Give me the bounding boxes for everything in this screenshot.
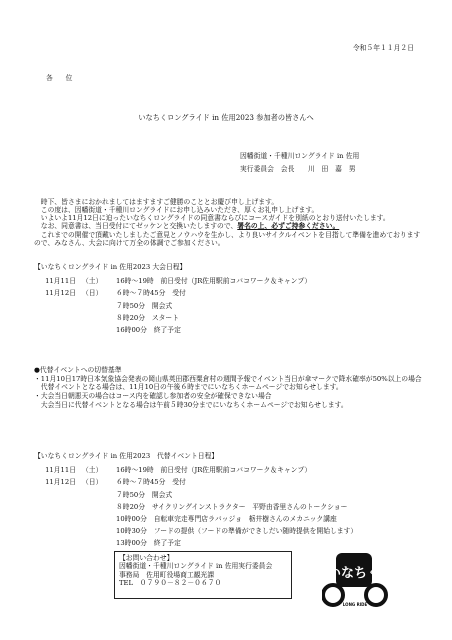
event-schedule [34,263,424,336]
logo-subtext: LONG RIDE [342,602,368,607]
schedule-row [34,464,424,476]
schedule-item: ６時～７時45分 受付 [116,478,186,487]
schedule-item: 16時～19時 前日受付（JR佐用駅前コバコワーク＆キャンプ） [116,277,312,286]
schedule-row [34,324,424,336]
contact-organization: 因幡街道・千種川ロングライド in 佐用実行委員会 [119,562,273,571]
organization-chair: 実行委員会 会長 川 田 嘉 男 [240,165,356,173]
logo-text: いなちく [327,566,381,581]
alternative-schedule [34,452,424,550]
paragraph-enclosure: いよいよ11月12日に迫ったいなちくロングライドの同意書ならびにコースガイドを別紙のとおり送付いたします。 [34,214,390,223]
schedule-date: 11月11日 [45,277,76,286]
paragraph-thanks: この度は、因幡街道・千種川ロングライドにお申し込みいただき、厚くお礼申し上げます。 [34,206,319,215]
contact-phone: TEL ０７９０－８２－０６７０ [119,579,222,588]
letter-body [34,198,424,247]
schedule-row [34,287,424,299]
alt-schedule-header: 【いなちくロングライド in 佐用2023 代替イベント日程】 [34,452,219,460]
criteria-line: 大会当日に代替イベントとなる場合は午前５時30分までにいなちくホームページでお知らせします。 [34,400,348,409]
schedule-header: 【いなちくロングライド in 佐用2023 大会日程】 [34,263,187,271]
schedule-item: 13時00分 終了予定 [116,539,181,548]
schedule-row [34,489,424,501]
document-date: 令和５年１１月２日 [352,44,414,52]
schedule-item: ７時50分 開会式 [116,490,173,499]
consent-emphasis: 署名の上、必ずご持参ください。 [237,222,340,231]
document-title: いなちくロングライド in 佐用2023 参加者の皆さんへ [138,113,314,122]
organization-name: 因幡街道・千種川ロングライド in 佐用 [240,152,360,160]
schedule-item: 10時00分 自転車完走専門店ラバッジョ 栃井樹さんのメカニック講座 [116,514,337,523]
schedule-date: 11月12日 [45,478,76,487]
schedule-item: ７時50分 開会式 [116,301,173,310]
addressee: 各 位 [46,74,76,82]
schedule-item: ６時～７時45分 受付 [116,289,186,298]
schedule-row [34,275,424,287]
schedule-day: （日） [82,289,103,298]
cancellation-criteria [34,366,429,409]
schedule-item: ８時20分 スタート [116,313,180,322]
schedule-row [34,312,424,324]
schedule-item: 16時00分 終了予定 [116,325,181,334]
schedule-row [34,501,424,513]
criteria-line: ・大会当日朝悪天の場合はコース内を確認し参加者の安全が確保できない場合 [34,392,272,401]
schedule-day: （土） [82,466,103,475]
contact-office: 事務局 佐用町役場商工観光課 [119,570,215,579]
contact-box [114,551,292,599]
schedule-row [34,525,424,537]
paragraph-consent [34,222,424,230]
paragraph-closing: これまでの開催で頂戴いたしましたご意見とノウハウを生かし、より良いサイクルイベントを目指して準備を進めておりますので、みなさん、大会に向けて万全の体調でご参加ください。 [34,230,421,247]
schedule-date: 11月11日 [45,466,76,475]
schedule-row [34,476,424,488]
schedule-item: 16時～19時 前日受付（JR佐用駅前コバコワーク＆キャンプ） [116,466,312,475]
schedule-item: 10時30分 フードの提供（フードの準備ができしだい随時提供を開始します） [116,527,358,536]
paragraph-greeting: 時下、皆さまにおかれましてはますますご健勝のこととお慶び申し上げます。 [34,198,279,206]
schedule-row [34,300,424,312]
schedule-day: （日） [82,478,103,487]
schedule-date: 11月12日 [45,289,76,298]
schedule-row [34,513,424,525]
criteria-header: ●代替イベントへの切替基準 [34,366,122,374]
consent-text: なお、同意書は、当日受付にてゼッケンと交換いたしますので、 [34,222,238,231]
inachiku-logo [322,547,388,609]
schedule-item: ８時20分 サイクリングインストラクター 平野由香里さんのトークショー [116,502,348,511]
criteria-line: 代替イベントとなる場合は、11月10日の午後６時までにいなちくホームページでお知らせします。 [34,383,343,392]
contact-header: 【お問い合わせ】 [119,554,174,562]
criteria-line: ・11月10日17時日本気象協会発表の岡山県英田郡西粟倉村の週間予報でイベント当日が傘マークで降水確率が50%以上の場合 [34,374,422,383]
schedule-day: （土） [82,277,103,286]
